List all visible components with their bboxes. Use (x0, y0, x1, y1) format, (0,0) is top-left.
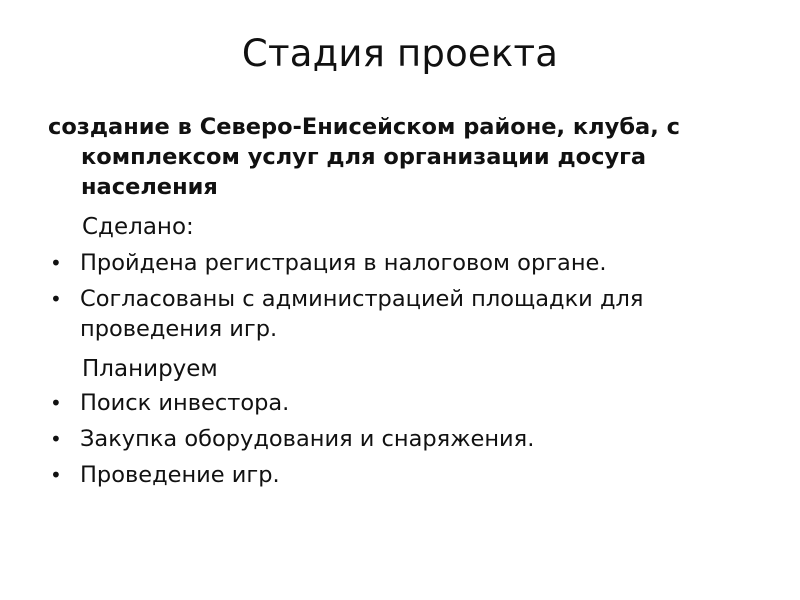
list-item (48, 424, 768, 454)
list-item (48, 388, 768, 418)
planned-section-label: Планируем (82, 356, 218, 382)
list-item (48, 248, 768, 278)
slide-content (48, 112, 768, 496)
bullet-icon: • (50, 251, 62, 275)
list-item (48, 284, 768, 344)
list-item-text: Закупка оборудования и снаряжения. (80, 426, 535, 452)
bullet-icon: • (50, 287, 62, 311)
slide-title: Стадия проекта (241, 32, 559, 75)
list-item (48, 460, 768, 490)
list-item-text: Проведение игр. (80, 462, 280, 488)
done-section-label: Сделано: (82, 214, 194, 240)
planned-list (48, 388, 768, 490)
done-list (48, 248, 768, 344)
bullet-icon: • (50, 463, 62, 487)
bullet-icon: • (50, 427, 62, 451)
project-description: создание в Северо-Енисейском районе, клуба, с комплексом услуг для организации досуга населения (48, 114, 680, 200)
list-item-text: Поиск инвестора. (80, 390, 290, 416)
list-item-text: Согласованы с администрацией площадки для проведения игр. (80, 286, 644, 342)
bullet-icon: • (50, 391, 62, 415)
list-item-text: Пройдена регистрация в налоговом органе. (80, 250, 607, 276)
